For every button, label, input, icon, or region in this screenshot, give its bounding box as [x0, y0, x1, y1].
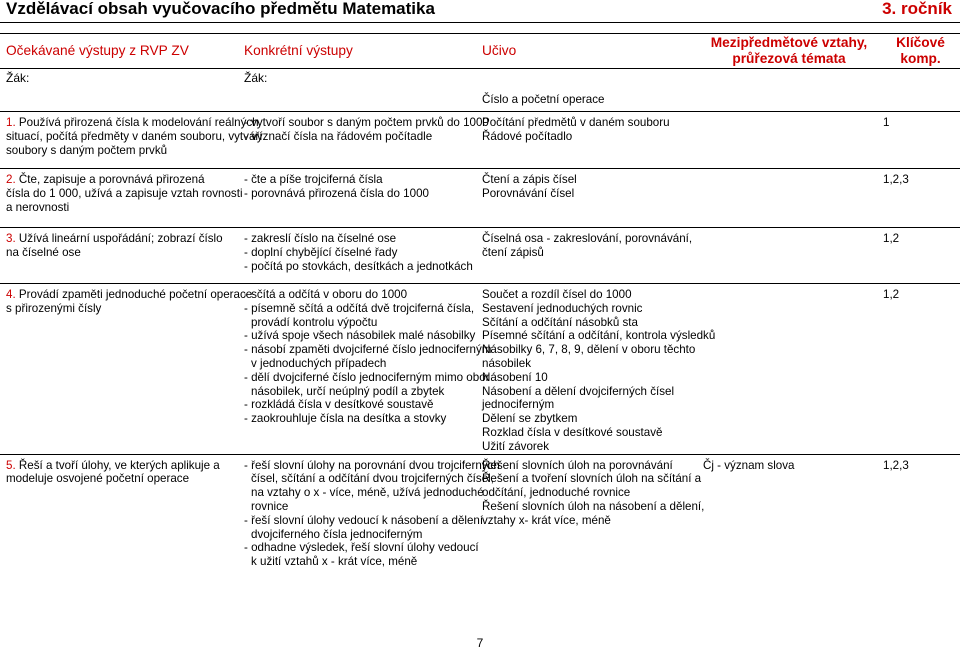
cell-text: rovnice: [251, 499, 289, 513]
cell-line: [244, 370, 490, 385]
cell-text: Číselná osa - zakreslování, porovnávání,: [482, 232, 693, 245]
cell-text: Písemné sčítání a odčítání, kontrola výsledků: [482, 329, 716, 343]
page-number: 7: [476, 636, 484, 650]
outcome-cell: [0, 112, 263, 169]
cell-line: [244, 472, 494, 486]
cell-line: [482, 486, 695, 500]
col-header-cross-curricular: Mezipředmětové vztahy, průřezová témata: [697, 34, 877, 69]
cell-text: Dělení se zbytkem: [482, 412, 578, 426]
cell-text: čísla do 1 000, užívá a zapisuje vztah rovnosti: [6, 186, 243, 200]
cell-line: [244, 187, 474, 201]
cell-line: [482, 514, 695, 528]
cell-text: - řeší slovní úlohy vedoucí k násobení a dělení: [244, 513, 484, 527]
cross-curricular-cell: [697, 284, 877, 455]
title-bar: [0, 0, 960, 23]
cell-text: soubory s daným počtem prvků: [6, 143, 168, 157]
cell-line: [244, 130, 474, 144]
cell-line: [482, 116, 695, 130]
cell-line: [244, 316, 474, 330]
cell-line: [244, 412, 474, 426]
topic-row: [0, 87, 960, 112]
concrete-outcome-cell: [238, 284, 492, 455]
grade-label: 3. ročník: [882, 0, 952, 18]
cell-text: Porovnávání čísel: [482, 186, 575, 200]
cross-curricular-cell: Čj - význam slova: [697, 454, 877, 569]
cell-text: provádí kontrolu výpočtu: [251, 315, 378, 329]
curriculum-table: [0, 33, 960, 569]
cell-line: [244, 486, 484, 500]
outcome-cell: [0, 284, 253, 455]
cross-curricular-cell: [697, 169, 877, 228]
cell-line: [6, 173, 236, 187]
curriculum-cell: [476, 169, 697, 228]
table-row: [0, 169, 960, 228]
cell-line: [244, 232, 474, 246]
outcome-cell: [0, 169, 243, 228]
cell-text: Sestavení jednoduchých rovnic: [482, 301, 643, 315]
cross-curricular-cell: [697, 228, 877, 284]
cell-text: Počítání předmětů v daném souboru: [482, 116, 670, 129]
cell-text: Čte, zapisuje a porovnává přirozená: [18, 173, 205, 186]
cell-line: [6, 246, 236, 260]
cell-text: na číselné ose: [6, 245, 81, 259]
cell-text: - zakreslí číslo na číselné ose: [244, 232, 397, 245]
cell-line: [482, 130, 695, 144]
table-body: [0, 112, 960, 569]
competence-cell: 1,2,3: [877, 169, 960, 228]
cell-line: [244, 173, 474, 187]
cell-text: Sčítání a odčítání násobků sta: [482, 315, 638, 329]
cell-line: [244, 500, 474, 514]
cell-text: - násobí zpaměti dvojciferné číslo jednociferným: [244, 343, 492, 357]
col-header-curriculum: Učivo: [476, 34, 697, 69]
concrete-outcome-cell: [238, 228, 476, 284]
concrete-outcome-cell: [238, 454, 500, 569]
cell-text: situací, počítá předměty v daném souboru, vytváří: [6, 129, 263, 143]
cell-text: dvojciferného čísla jednociferným: [251, 527, 423, 541]
curriculum-cell: [476, 454, 705, 569]
cell-line: [482, 329, 716, 343]
cell-line: [244, 541, 479, 555]
competence-cell: 1,2,3: [877, 454, 960, 569]
cell-text: Užití závorek: [482, 439, 550, 453]
cell-text: - dělí dvojciferné číslo jednociferným mimo obor: [244, 370, 490, 384]
curriculum-cell: [476, 284, 716, 455]
page-title: Vzdělávací obsah vyučovacího předmětu Matematika: [6, 0, 435, 18]
cell-line: [244, 116, 489, 130]
cell-line: [6, 129, 263, 144]
cell-text: - počítá po stovkách, desítkách a jednotkách: [244, 259, 473, 273]
cell-line: [6, 288, 253, 302]
cell-text: - čte a píše trojciferná čísla: [244, 173, 383, 186]
cell-line: [482, 288, 695, 302]
cell-text: Součet a rozdíl čísel do 1000: [482, 288, 632, 301]
cell-text: násobilek: [482, 356, 531, 370]
cell-line: [482, 246, 695, 260]
cell-text: - rozkládá čísla v desítkové soustavě: [244, 398, 434, 412]
cell-text: na vztahy o x - více, méně, užívá jednoduché: [251, 486, 484, 500]
cell-text: Řádové počítadlo: [482, 129, 573, 143]
cell-line: [244, 343, 492, 357]
cell-line: [244, 288, 474, 302]
topic-label: Číslo a početní operace: [482, 93, 605, 106]
table-row: [0, 112, 960, 169]
col-header-outcomes-rvp: Očekávané výstupy z RVP ZV: [0, 34, 238, 69]
pupil-label: Žák:: [244, 71, 268, 85]
cell-line: [244, 302, 474, 316]
pupil-label: Žák:: [6, 71, 30, 85]
cell-line: [482, 499, 705, 514]
cell-text: čtení zápisů: [482, 245, 544, 259]
cell-line: [482, 385, 695, 399]
cell-text: Používá přirozená čísla k modelování reálných: [18, 116, 259, 129]
cell-line: [482, 472, 702, 486]
cell-text: Řešení a tvoření slovních úloh na sčítání a: [482, 472, 702, 486]
cell-line: [6, 116, 259, 130]
col-header-concrete-outcomes: Konkrétní výstupy: [238, 34, 476, 69]
cell-line: [244, 398, 474, 412]
cell-line: [482, 426, 695, 440]
cell-line: [244, 357, 474, 371]
cell-line: [482, 187, 695, 201]
table-row: [0, 228, 960, 284]
cell-line: [244, 246, 474, 260]
cell-text: - zaokrouhluje čísla na desítka a stovky: [244, 412, 447, 426]
cell-line: [244, 385, 474, 399]
outcome-number: 5.: [6, 458, 16, 472]
cell-line: [482, 173, 695, 187]
col-header-key-competencies: Klíčové komp.: [877, 34, 960, 69]
cell-text: Řeší a tvoří úlohy, ve kterých aplikuje a: [18, 458, 220, 472]
cell-text: k užití vztahů x - krát více, méně: [251, 555, 418, 569]
cell-text: Řešení slovních úloh na porovnávání: [482, 458, 673, 472]
outcome-cell: [0, 454, 238, 569]
cell-line: [6, 459, 236, 473]
cell-text: Čtení a zápis čísel: [482, 173, 577, 186]
cell-line: [244, 513, 484, 528]
cell-text: - písemně sčítá a odčítá dvě trojciferná čísla,: [244, 301, 475, 315]
cell-text: - řeší slovní úlohy na porovnání dvou trojciferných: [244, 458, 500, 472]
cell-text: - doplní chybějící číselné řady: [244, 245, 398, 259]
cell-text: - porovnává přirozená čísla do 1000: [244, 186, 429, 200]
cell-text: Rozklad čísla v desítkové soustavě: [482, 425, 663, 439]
cell-text: Násobilky 6, 7, 8, 9, dělení v oboru těchto: [482, 343, 696, 357]
cell-line: [482, 316, 695, 330]
outcome-number: 3.: [6, 232, 16, 245]
cell-text: vztahy x- krát více, méně: [482, 513, 611, 527]
cell-line: [6, 302, 236, 316]
cell-text: Provádí zpaměti jednoduché početní operace: [18, 288, 253, 301]
cell-line: [244, 528, 474, 542]
outcome-number: 2.: [6, 173, 16, 186]
table-row: [0, 454, 960, 569]
cell-line: [482, 357, 695, 371]
cell-line: [244, 329, 474, 343]
cell-text: modeluje osvojené početní operace: [6, 472, 190, 486]
cell-line: [482, 459, 695, 473]
concrete-outcome-cell: [238, 112, 489, 169]
cell-line: [6, 186, 243, 201]
subheader-row: [0, 69, 960, 88]
cell-line: [244, 260, 474, 274]
cell-line: [482, 412, 695, 426]
cell-text: - vytvoří soubor s daným počtem prvků do 1000: [244, 116, 489, 129]
cell-line: [6, 144, 236, 158]
curriculum-cell: [476, 112, 697, 169]
cell-text: čísel, sčítání a odčítání dvou trojciferných čísel,: [251, 472, 494, 486]
cell-line: [482, 440, 695, 454]
cell-text: Násobení 10: [482, 370, 548, 384]
header-row: [0, 34, 960, 69]
cell-text: Násobení a dělení dvojciferných čísel: [482, 384, 675, 398]
cross-curricular-cell: [697, 112, 877, 169]
cell-text: odčítání, jednoduché rovnice: [482, 486, 631, 500]
cell-line: [6, 472, 236, 486]
cell-line: [6, 232, 236, 246]
cell-line: [482, 302, 695, 316]
cell-line: [482, 371, 695, 385]
cell-text: - odhadne výsledek, řeší slovní úlohy vedoucí: [244, 541, 479, 555]
cell-text: Užívá lineární uspořádání; zobrazí číslo: [18, 232, 223, 245]
cell-text: s přirozenými čísly: [6, 301, 102, 315]
competence-cell: 1,2: [877, 228, 960, 284]
cell-text: - sčítá a odčítá v oboru do 1000: [244, 288, 408, 301]
competence-cell: 1,2: [877, 284, 960, 455]
concrete-outcome-cell: [238, 169, 476, 228]
cell-line: [6, 201, 236, 215]
cell-line: [482, 398, 695, 412]
cell-line: [244, 458, 500, 473]
outcome-number: 1.: [6, 116, 16, 129]
outcome-cell: [0, 228, 238, 284]
competence-cell: 1: [877, 112, 960, 169]
cell-text: jednociferným: [482, 398, 555, 412]
curriculum-cell: [476, 228, 697, 284]
cell-line: [244, 555, 474, 569]
cell-text: násobilek, určí neúplný podíl a zbytek: [251, 384, 445, 398]
cell-line: [482, 343, 695, 357]
cell-text: - vyznačí čísla na řádovém počítadle: [244, 129, 433, 143]
table-row: [0, 284, 960, 455]
cell-text: Řešení slovních úloh na násobení a dělení,: [482, 499, 705, 513]
outcome-number: 4.: [6, 288, 16, 301]
cell-text: - užívá spoje všech násobilek malé násobilky: [244, 329, 476, 343]
cell-text: v jednoduchých případech: [251, 356, 387, 370]
cell-text: a nerovnosti: [6, 200, 70, 214]
cell-line: [482, 232, 695, 246]
